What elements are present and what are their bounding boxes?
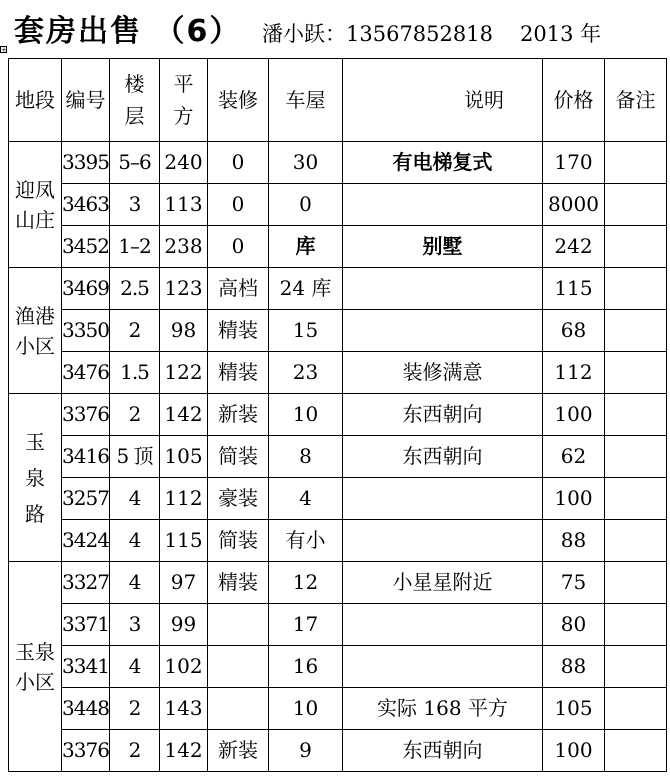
table-row [9,310,667,352]
cell-price: 88 [543,646,605,688]
cell-garage: 10 [269,688,343,730]
col-header-price: 价格 [543,59,605,142]
cell-floor: 5–6 [110,142,160,184]
cell-code: 3452 [62,226,110,268]
cell-remark [605,310,667,352]
cell-desc: 别墅 [343,226,543,268]
cell-decor: 简装 [208,520,269,562]
cell-desc [343,520,543,562]
cell-area: 97 [160,562,208,604]
cell-code: 3341 [62,646,110,688]
cell-remark [605,562,667,604]
cell-remark [605,604,667,646]
table-row [9,226,667,268]
cell-code: 3476 [62,352,110,394]
cell-remark [605,184,667,226]
cell-remark [605,478,667,520]
cell-decor: 0 [208,226,269,268]
cell-price: 112 [543,352,605,394]
cell-garage: 30 [269,142,343,184]
cell-remark [605,268,667,310]
cell-code: 3257 [62,478,110,520]
cell-code: 3416 [62,436,110,478]
cell-price: 100 [543,730,605,772]
cell-garage: 库 [269,226,343,268]
cell-area: 115 [160,520,208,562]
cell-floor: 4 [110,646,160,688]
cell-floor: 4 [110,478,160,520]
cell-desc [343,478,543,520]
cell-garage: 16 [269,646,343,688]
cell-remark [605,352,667,394]
table-row [9,184,667,226]
table-row [9,352,667,394]
cell-code: 3376 [62,394,110,436]
cell-garage: 24 库 [269,268,343,310]
cell-remark [605,646,667,688]
cell-floor: 4 [110,562,160,604]
cell-price: 242 [543,226,605,268]
col-header-code: 编号 [62,59,110,142]
page-title: 套房出售 （6） [14,14,242,49]
table-row [9,478,667,520]
cell-area: 98 [160,310,208,352]
cell-desc: 装修满意 [343,352,543,394]
cell-area: 238 [160,226,208,268]
col-header-floor: 楼 层 [110,59,160,142]
cell-price: 8000 [543,184,605,226]
col-header-remark: 备注 [605,59,667,142]
cell-floor: 3 [110,184,160,226]
contact-info: 潘小跃：13567852818 [262,22,493,46]
cell-code: 3371 [62,604,110,646]
table-row [9,688,667,730]
table-row [9,562,667,604]
cell-desc: 实际 168 平方 [343,688,543,730]
header-row [9,59,667,142]
cell-desc: 东西朝向 [343,436,543,478]
cell-price: 68 [543,310,605,352]
cell-price: 80 [543,604,605,646]
cell-remark [605,688,667,730]
cell-area: 142 [160,394,208,436]
cell-area: 105 [160,436,208,478]
cell-area: 102 [160,646,208,688]
cell-decor: 0 [208,184,269,226]
cell-garage: 4 [269,478,343,520]
table-move-handle-icon[interactable]: + [1,46,7,54]
cell-code: 3350 [62,310,110,352]
col-header-desc: 说明 [343,59,543,142]
table-row [9,646,667,688]
cell-desc: 小星星附近 [343,562,543,604]
cell-decor [208,604,269,646]
cell-desc [343,310,543,352]
cell-area: 122 [160,352,208,394]
cell-desc [343,184,543,226]
cell-decor [208,646,269,688]
cell-garage: 9 [269,730,343,772]
cell-price: 88 [543,520,605,562]
table-row [9,730,667,772]
cell-price: 100 [543,478,605,520]
cell-garage: 有小 [269,520,343,562]
cell-code: 3469 [62,268,110,310]
cell-price: 75 [543,562,605,604]
cell-decor: 0 [208,142,269,184]
col-header-district: 地段 [9,59,62,142]
cell-code: 3424 [62,520,110,562]
cell-desc: 有电梯复式 [343,142,543,184]
col-header-garage: 车屋 [269,59,343,142]
cell-area: 99 [160,604,208,646]
cell-floor: 3 [110,604,160,646]
table-row [9,142,667,184]
cell-area: 123 [160,268,208,310]
table-body [9,142,667,772]
cell-code: 3327 [62,562,110,604]
cell-area: 143 [160,688,208,730]
district-cell: 渔港小区 [9,268,62,394]
document-header [0,0,670,56]
district-cell: 玉泉小区 [9,562,62,772]
district-cell: 玉泉路 [9,394,62,562]
cell-garage: 15 [269,310,343,352]
cell-garage: 10 [269,394,343,436]
cell-remark [605,226,667,268]
cell-area: 112 [160,478,208,520]
table-row [9,436,667,478]
cell-floor: 5 顶 [110,436,160,478]
cell-desc: 东西朝向 [343,394,543,436]
cell-desc: 东西朝向 [343,730,543,772]
cell-price: 100 [543,394,605,436]
cell-floor: 2 [110,310,160,352]
cell-garage: 12 [269,562,343,604]
cell-desc [343,646,543,688]
cell-decor: 新装 [208,394,269,436]
cell-floor: 2.5 [110,268,160,310]
cell-code: 3463 [62,184,110,226]
cell-floor: 2 [110,394,160,436]
cell-remark [605,436,667,478]
col-header-area: 平 方 [160,59,208,142]
cell-area: 142 [160,730,208,772]
cell-floor: 4 [110,520,160,562]
cell-floor: 1.5 [110,352,160,394]
cell-decor: 豪装 [208,478,269,520]
year-label: 2013 年 [520,22,602,46]
col-header-decor: 装修 [208,59,269,142]
listing-table [8,58,667,772]
cell-decor: 精装 [208,352,269,394]
cell-floor: 2 [110,730,160,772]
cell-garage: 0 [269,184,343,226]
cell-code: 3395 [62,142,110,184]
table-row [9,604,667,646]
cell-area: 113 [160,184,208,226]
cell-remark [605,730,667,772]
cell-desc [343,604,543,646]
cell-price: 115 [543,268,605,310]
cell-decor: 精装 [208,310,269,352]
cell-decor: 高档 [208,268,269,310]
cell-decor: 精装 [208,562,269,604]
cell-area: 240 [160,142,208,184]
table-row [9,394,667,436]
cell-code: 3376 [62,730,110,772]
cell-floor: 1–2 [110,226,160,268]
cell-decor [208,688,269,730]
cell-garage: 23 [269,352,343,394]
cell-price: 62 [543,436,605,478]
cell-price: 170 [543,142,605,184]
cell-remark [605,520,667,562]
cell-code: 3448 [62,688,110,730]
district-cell: 迎凤山庄 [9,142,62,268]
cell-remark [605,142,667,184]
cell-desc [343,268,543,310]
cell-price: 105 [543,688,605,730]
table-row [9,268,667,310]
cell-garage: 8 [269,436,343,478]
cell-garage: 17 [269,604,343,646]
cell-decor: 简装 [208,436,269,478]
table-row [9,520,667,562]
cell-floor: 2 [110,688,160,730]
cell-decor: 新装 [208,730,269,772]
cell-remark [605,394,667,436]
